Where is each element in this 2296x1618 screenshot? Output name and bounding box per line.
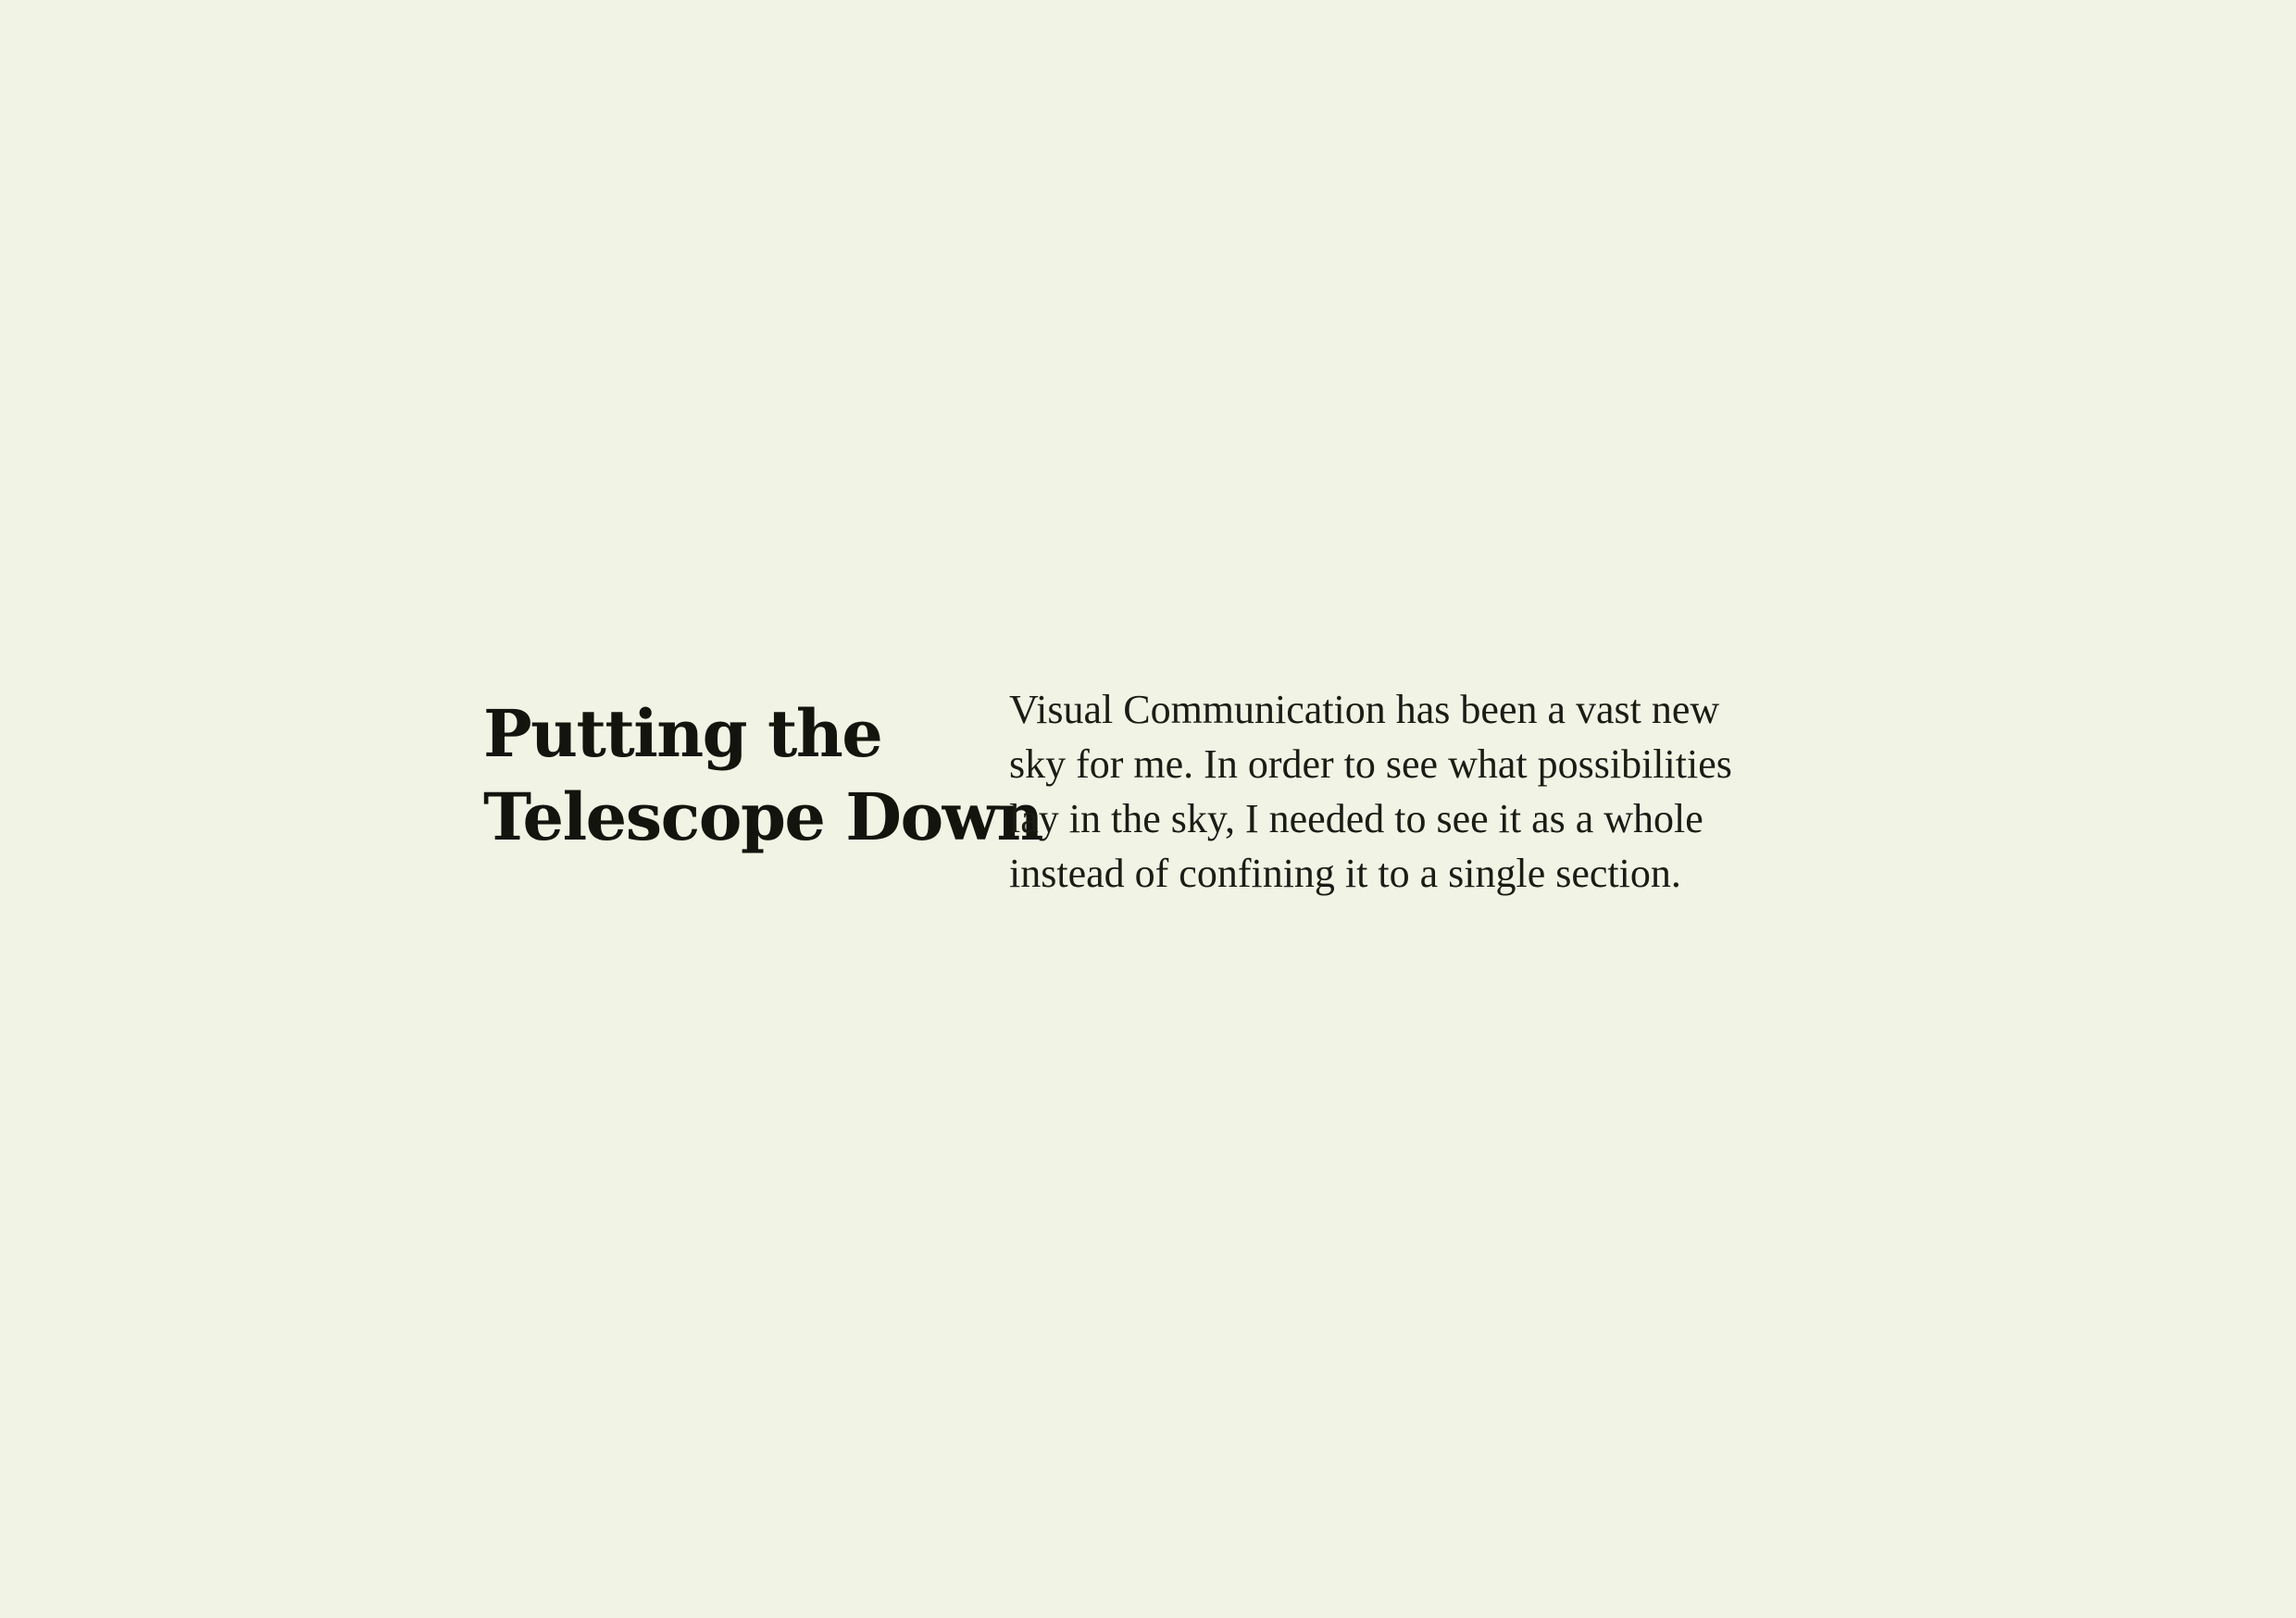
heading-line-1: Putting the bbox=[483, 695, 882, 772]
heading-line-2: Telescope Down bbox=[483, 778, 1042, 855]
section-paragraph bbox=[1009, 682, 1732, 901]
paragraph-line-3: lay in the sky, I needed to see it as a whole bbox=[1009, 796, 1703, 841]
section-heading bbox=[483, 692, 1042, 859]
paragraph-line-1: Visual Communication has been a vast new bbox=[1009, 687, 1720, 732]
paragraph-line-4: instead of confining it to a single section. bbox=[1009, 851, 1681, 896]
paragraph-line-2: sky for me. In order to see what possibilities bbox=[1009, 741, 1732, 787]
